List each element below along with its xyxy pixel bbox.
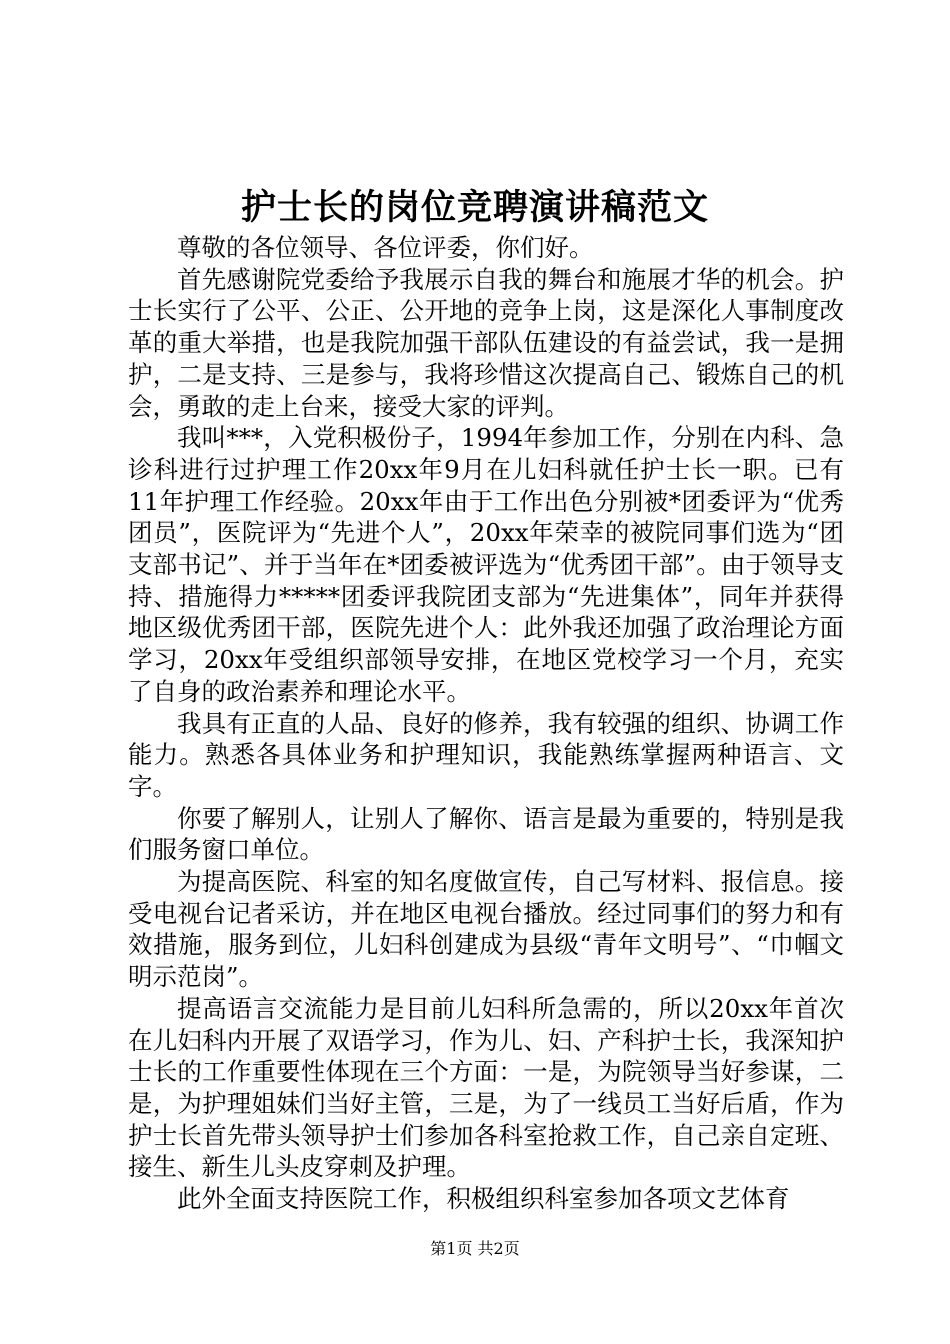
paragraph-support: 此外全面支持医院工作，积极组织科室参加各项文艺体育 — [177, 1184, 790, 1214]
paragraph-language: 你要了解别人，让别人了解你、语言是最为重要的，特别是我们服务窗口单位。 — [128, 803, 844, 865]
page-footer: 第1页 共2页 — [430, 1239, 520, 1258]
paragraph-bilingual: 提高语言交流能力是目前儿妇科所急需的，所以20xx年首次在儿妇科内开展了双语学习，作为儿、妇、产科护士长，我深知护士长的工作重要性体现在三个方面：一是，为院领导当好参谋，二是，为护理姐妹们当好主管，三是，为了一线员工当好后盾，作为护士长首先带头领导护士们参加各科室抢救工作，自己亲自定班、接生、新生儿头皮穿刺及护理。 — [128, 993, 844, 1182]
paragraph-publicity: 为提高医院、科室的知名度做宣传，自己写材料、报信息。接受电视台记者采访，并在地区电视台播放。经过同事们的努力和有效措施，服务到位，儿妇科创建成为县级“青年文明号”、“巾帼文明示范岗”。 — [128, 867, 844, 992]
paragraph-greeting: 尊敬的各位领导、各位评委，你们好。 — [177, 233, 594, 262]
paragraph-thanks: 首先感谢院党委给予我展示自我的舞台和施展才华的机会。护士长实行了公平、公正、公开地的竞争上岗，这是深化人事制度改革的重大举措，也是我院加强干部队伍建设的有益尝试，我一是拥护，二是支持、三是参与，我将珍惜这次提高自己、锻炼自己的机会，勇敢的走上台来，接受大家的评判。 — [128, 264, 844, 421]
paragraph-character: 我具有正直的人品、良好的修养，我有较强的组织、协调工作能力。熟悉各具体业务和护理知识，我能熟练掌握两种语言、文字。 — [128, 708, 844, 801]
paragraph-self-intro: 我叫***，入党积极份子，1994年参加工作，分别在内科、急诊科进行过护理工作20xx年9月在儿妇科就任护士长一职。已有11年护理工作经验。20xx年由于工作出色分别被*团委评为“优秀团员”，医院评为“先进个人”，20xx年荣幸的被院同事们选为“团支部书记”、并于当年在*团委被评选为“优秀团干部”。由于领导支持、措施得力*****团委评我院团支部为“先进集体”，同年并获得地区级优秀团干部，医院先进个人：此外我还加强了政治理论方面学习，20xx年受组织部领导安排，在地区党校学习一个月，充实了自身的政治素养和理论水平。 — [128, 423, 844, 706]
document-title: 护士长的岗位竞聘演讲稿范文 — [240, 187, 709, 228]
document-body — [128, 232, 844, 1215]
